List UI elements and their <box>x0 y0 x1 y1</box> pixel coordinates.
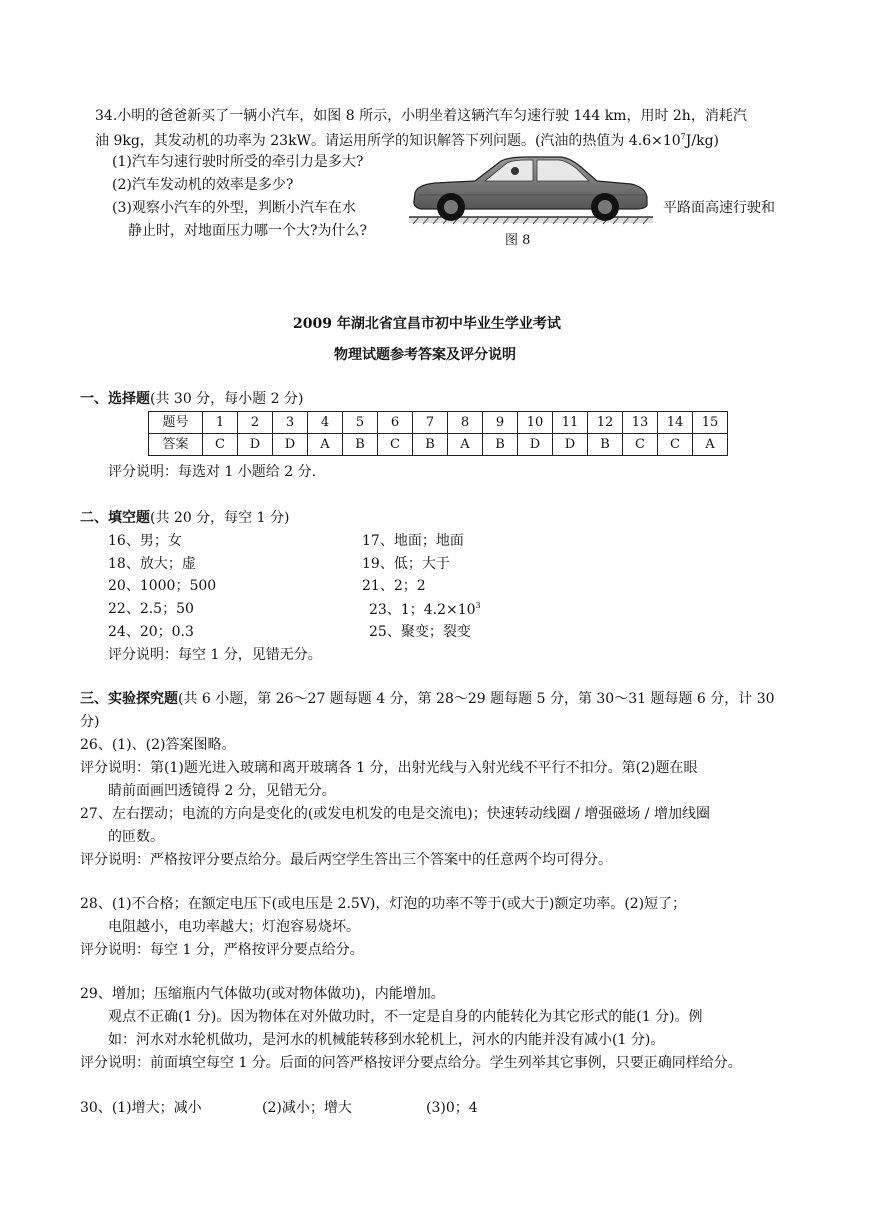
table-cell: B <box>343 434 378 456</box>
table-cell: 7 <box>413 412 448 434</box>
page-title: 2009 年湖北省宜昌市初中毕业生学业考试 <box>293 316 561 332</box>
q34-sub-3b: 平路面高速行驶和 <box>663 200 775 216</box>
fill-answer: 23、1；$4.2\times 10^3$ <box>369 601 481 618</box>
q26-scoring-cont: 睛前面画凹透镜得 2 分，见错无分。 <box>108 783 336 799</box>
table-cell: D <box>553 434 588 456</box>
table-cell: 9 <box>483 412 518 434</box>
q27-scoring: 评分说明：严格按评分要点给分。最后两空学生答出三个答案中的任意两个均可得分。 <box>80 852 612 868</box>
table-cell: 1 <box>203 412 238 434</box>
table-cell: C <box>658 434 693 456</box>
answer-table <box>148 411 728 456</box>
fill-answer: 18、放大；虚 <box>108 556 196 572</box>
table-cell: A <box>693 434 728 456</box>
table-cell: C <box>623 434 658 456</box>
fill-answer: 21、2；2 <box>362 578 426 594</box>
table-cell: A <box>448 434 483 456</box>
row-label: 题号 <box>149 412 203 434</box>
section1-heading: 一、选择题(共 30 分，每小题 2 分) <box>80 391 304 407</box>
table-cell: 13 <box>623 412 658 434</box>
table-row <box>149 412 728 434</box>
fill-answer: 17、地面；地面 <box>362 533 464 549</box>
fill-answer: 22、2.5；50 <box>108 601 194 617</box>
fill-answer: 24、20；0.3 <box>108 624 194 640</box>
q30-answer-3: (3)0；4 <box>426 1100 478 1116</box>
table-cell: 3 <box>273 412 308 434</box>
table-cell: D <box>518 434 553 456</box>
figure-caption: 图 8 <box>505 233 531 248</box>
q26-answer: 26、(1)、(2)答案图略。 <box>80 737 236 753</box>
q29-answer-cont: 如：河水对水轮机做功，是河水的机械能转移到水轮机上，河水的内能并没有减小(1 分)。 <box>108 1032 665 1048</box>
table-cell: 8 <box>448 412 483 434</box>
q29-answer-cont: 观点不正确(1 分)。因为物体在对外做功时，不一定是自身的内能转化为其它形式的能(1 分)。例 <box>108 1009 703 1025</box>
q30-answer-1: 30、(1)增大；减小 <box>80 1100 202 1116</box>
table-cell: 12 <box>588 412 623 434</box>
table-cell: D <box>273 434 308 456</box>
q34-line-1: 34.小明的爸爸新买了一辆小汽车，如图 8 所示，小明坐着这辆汽车匀速行驶 144 km，用时 2h，消耗汽 <box>95 108 747 124</box>
car-icon <box>409 151 653 231</box>
q34-sub-3c: 静止时，对地面压力哪一个大?为什么? <box>128 223 368 239</box>
q29-answer: 29、增加；压缩瓶内气体做功(或对物体做功)，内能增加。 <box>80 986 445 1002</box>
table-cell: C <box>203 434 238 456</box>
q34-sub-1: (1)汽车匀速行驶时所受的牵引力是多大? <box>112 154 364 170</box>
table-cell: C <box>378 434 413 456</box>
section1-scoring: 评分说明：每选对 1 小题给 2 分. <box>108 464 317 480</box>
table-cell: 5 <box>343 412 378 434</box>
q34-sub-3a: (3)观察小汽车的外型，判断小汽车在水 <box>112 200 356 216</box>
section3-heading: 三、实验探究题(共 6 小题，第 26～27 题每题 4 分，第 28～29 题每题 5 分，第 30～31 题每题 6 分，计 30 <box>80 691 775 707</box>
q34-line-2: 油 9kg，其发动机的功率为 23kW。请运用所学的知识解答下列问题。(汽油的热值为 $4.6\times 10^7J/kg$) <box>95 132 720 149</box>
fill-answer: 19、低；大于 <box>362 556 450 572</box>
q28-answer: 28、(1)不合格；在额定电压下(或电压是 2.5V)，灯泡的功率不等于(或大于)额定功率。(2)短了； <box>80 896 687 912</box>
q27-answer: 27、左右摆动；电流的方向是变化的(或发电机发的电是交流电)；快速转动线圈 / 增强磁场 / 增加线圈 <box>80 806 710 822</box>
table-cell: B <box>483 434 518 456</box>
table-cell: D <box>238 434 273 456</box>
q34-sub-2: (2)汽车发动机的效率是多少? <box>112 177 294 193</box>
fill-answer: 16、男；女 <box>108 533 182 549</box>
q28-answer-cont: 电阻越小，电功率越大；灯泡容易烧坏。 <box>108 919 360 935</box>
table-cell: A <box>308 434 343 456</box>
table-cell: 11 <box>553 412 588 434</box>
q29-scoring: 评分说明：前面填空每空 1 分。后面的问答严格按评分要点给分。学生列举其它事例，只要正确同样给分。 <box>80 1055 742 1071</box>
q30-answer-2: (2)减小；增大 <box>262 1100 352 1116</box>
q26-scoring: 评分说明：第(1)题光进入玻璃和离开玻璃各 1 分，出射光线与入射光线不平行不扣分。第(2)题在眼 <box>80 760 698 776</box>
row-label: 答案 <box>149 434 203 456</box>
table-cell: 4 <box>308 412 343 434</box>
q27-answer-cont: 的匝数。 <box>108 829 164 845</box>
q28-scoring: 评分说明：每空 1 分，严格按评分要点给分。 <box>80 942 364 958</box>
table-cell: 6 <box>378 412 413 434</box>
table-row <box>149 434 728 456</box>
table-cell: B <box>588 434 623 456</box>
table-cell: 14 <box>658 412 693 434</box>
fill-answer: 20、1000；500 <box>108 578 217 594</box>
table-cell: 10 <box>518 412 553 434</box>
section2-heading: 二、填空题(共 20 分，每空 1 分) <box>80 510 290 526</box>
table-cell: B <box>413 434 448 456</box>
page-subtitle: 物理试题参考答案及评分说明 <box>334 347 516 363</box>
fill-answer: 25、聚变；裂变 <box>369 624 471 640</box>
table-cell: 2 <box>238 412 273 434</box>
section2-scoring: 评分说明：每空 1 分，见错无分。 <box>108 647 322 663</box>
table-cell: 15 <box>693 412 728 434</box>
section3-heading-cont: 分) <box>80 714 100 730</box>
